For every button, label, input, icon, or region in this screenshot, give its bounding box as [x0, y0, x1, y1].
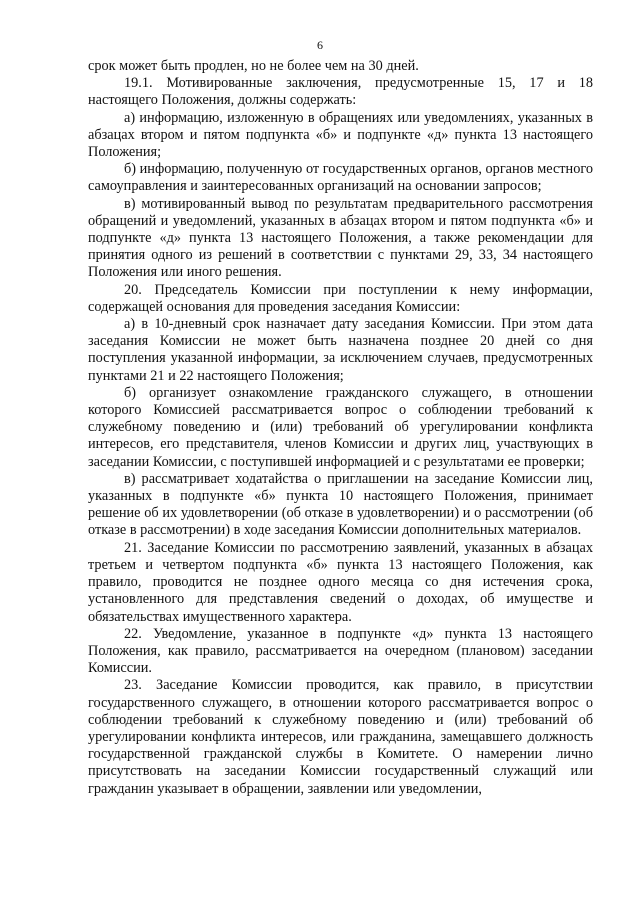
- paragraph-19-1-v: в) мотивированный вывод по результатам предварительного рассмотрения обращений и уведомлений, указанных в абзацах втором и пятом подпункта «б» и подпункте «д» пункта 13 настоящего Положения, а также рекомендации для принятия одного из решений в соответствии с пунктами 29, 33, 34 настоящего Положения или иного решения.: [88, 195, 593, 281]
- paragraph-21: 21. Заседание Комиссии по рассмотрению заявлений, указанных в абзацах третьем и четвертом подпункта «б» пункта 13 настоящего Положения, как правило, проводится не позднее одного месяца со дня истечения срока, установленного для представления сведений о доходах, об имуществе и обязательствах имущественного характера.: [88, 539, 593, 625]
- document-body: [88, 58, 593, 798]
- paragraph-20-v: в) рассматривает ходатайства о приглашении на заседание Комиссии лиц, указанных в подпункте «б» пункта 10 настоящего Положения, принимает решение об их удовлетворении (об отказе в удовлетворении) и о рассмотрении (об отказе в рассмотрении) в ходе заседания Комиссии дополнительных материалов.: [88, 470, 593, 539]
- paragraph-22: 22. Уведомление, указанное в подпункте «д» пункта 13 настоящего Положения, как правило, рассматривается на очередном (плановом) заседании Комиссии.: [88, 625, 593, 677]
- paragraph-19-1: 19.1. Мотивированные заключения, предусмотренные 15, 17 и 18 настоящего Положения, должны содержать:: [88, 75, 593, 109]
- paragraph-20: 20. Председатель Комиссии при поступлении к нему информации, содержащей основания для проведения заседания Комиссии:: [88, 281, 593, 315]
- paragraph-19-1-b: б) информацию, полученную от государственных органов, органов местного самоуправления и заинтересованных организаций на основании запросов;: [88, 161, 593, 195]
- paragraph-19-1-a: а) информацию, изложенную в обращениях или уведомлениях, указанных в абзацах втором и пятом подпункта «б» и подпункте «д» пункта 13 настоящего Положения;: [88, 109, 593, 161]
- paragraph-20-b: б) организует ознакомление гражданского служащего, в отношении которого Комиссией рассматривается вопрос о соблюдении требований к служебному поведению и (или) требований об урегулировании конфликта интересов, его представителя, членов Комиссии и других лиц, участвующих в заседании Комиссии, с поступившей информацией и с результатами ее проверки;: [88, 384, 593, 470]
- paragraph-23: 23. Заседание Комиссии проводится, как правило, в присутствии государственного служащего, в отношении которого рассматривается вопрос о соблюдении требований к служебному поведению и (или) требований об урегулировании конфликта интересов, или гражданина, замещавшего должность государственной гражданской службы в Комитете. О намерении лично присутствовать на заседании Комиссии государственный служащий или гражданин указывает в обращении, заявлении или уведомлении,: [88, 677, 593, 797]
- paragraph-20-a: а) в 10-дневный срок назначает дату заседания Комиссии. При этом дата заседания Комиссии не может быть назначена позднее 20 дней со дня поступления указанной информации, за исключением случаев, предусмотренных пунктами 21 и 22 настоящего Положения;: [88, 316, 593, 384]
- paragraph-continuation: срок может быть продлен, но не более чем на 30 дней.: [88, 58, 419, 74]
- page-number: 6: [317, 38, 323, 52]
